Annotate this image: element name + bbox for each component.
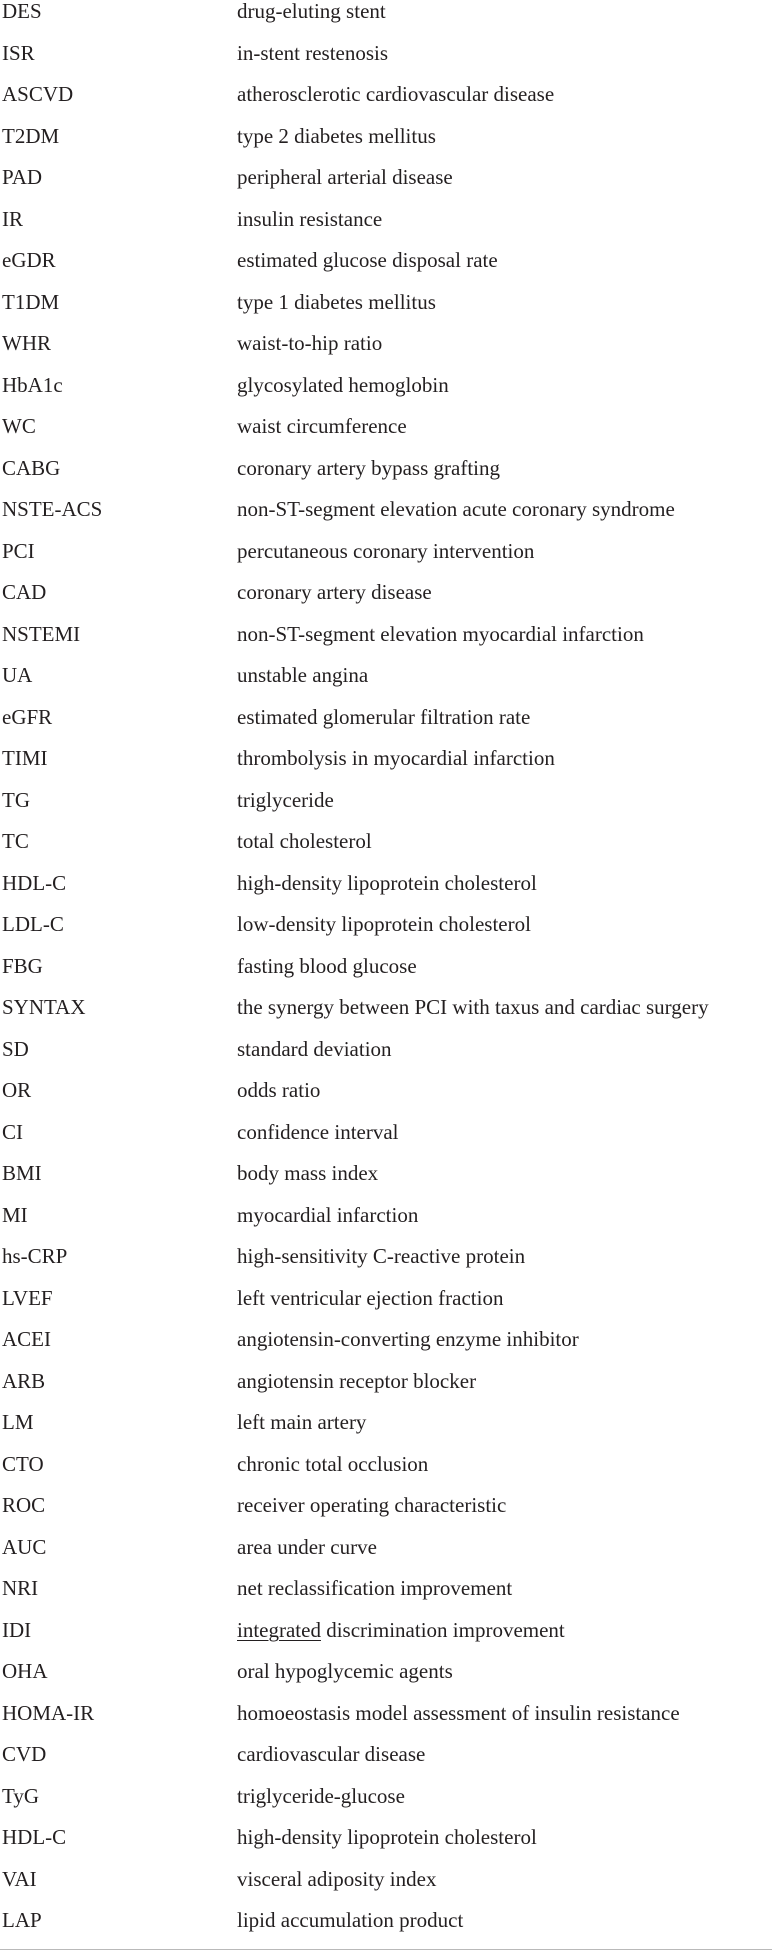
table-row (0, 1328, 772, 1370)
table-row (0, 1743, 772, 1785)
table-bottom-rule (0, 1949, 772, 1950)
abbreviation: IR (2, 206, 23, 231)
definition: type 1 diabetes mellitus (237, 289, 436, 314)
table-row (0, 1868, 772, 1910)
definition: oral hypoglycemic agents (237, 1659, 453, 1683)
abbreviation: LM (2, 1410, 34, 1434)
abbreviation: HDL-C (2, 870, 67, 895)
definition: type 2 diabetes mellitus (237, 123, 436, 148)
definition: non-ST-segment elevation acute coronary syndrome (237, 497, 675, 521)
table-row (0, 1826, 772, 1868)
table-row (0, 208, 772, 250)
abbreviation: eGDR (2, 248, 56, 272)
table-row (0, 1785, 772, 1827)
table-row (0, 1909, 772, 1951)
definition: percutaneous coronary intervention (237, 538, 535, 563)
abbreviation: TyG (2, 1783, 40, 1808)
table-row (0, 1577, 772, 1619)
abbreviation: AUC (2, 1534, 47, 1559)
abbreviation: ASCVD (2, 82, 74, 106)
abbreviation: BMI (2, 1161, 42, 1185)
abbreviation: LAP (2, 1908, 42, 1932)
abbreviation: NSTE-ACS (2, 497, 103, 521)
abbreviation: CABG (2, 455, 61, 480)
abbreviation: FBG (2, 953, 43, 978)
table-row (0, 623, 772, 665)
abbreviation: NRI (2, 1576, 39, 1600)
definition-rest: discrimination improvement (320, 1617, 565, 1642)
table-row (0, 374, 772, 416)
table-row (0, 913, 772, 955)
table-row (0, 1038, 772, 1080)
definition: angiotensin-converting enzyme inhibitor (237, 1327, 579, 1351)
definition: receiver operating characteristic (237, 1493, 507, 1517)
table-row (0, 830, 772, 872)
definition: total cholesterol (237, 829, 372, 853)
definition: confidence interval (237, 1119, 399, 1144)
definition: high-density lipoprotein cholesterol (237, 870, 537, 895)
definition: estimated glucose disposal rate (237, 248, 498, 272)
definition: thrombolysis in myocardial infarction (237, 746, 555, 770)
table-row (0, 747, 772, 789)
definition-underlined-word: integrated (237, 1617, 321, 1642)
definition: waist circumference (237, 414, 407, 438)
table-row (0, 166, 772, 208)
abbreviation: SD (2, 1036, 29, 1061)
abbreviation: WHR (2, 331, 51, 355)
table-row (0, 1245, 772, 1287)
definition: body mass index (237, 1161, 379, 1185)
definition: lipid accumulation product (237, 1908, 464, 1932)
table-row (0, 457, 772, 499)
table-row (0, 581, 772, 623)
definition: fasting blood glucose (237, 953, 417, 978)
definition: left main artery (237, 1410, 367, 1434)
definition: chronic total occlusion (237, 1451, 429, 1476)
definition: cardiovascular disease (237, 1742, 426, 1766)
abbreviation: ISR (2, 40, 35, 65)
abbreviation: TC (2, 829, 29, 853)
table-row (0, 83, 772, 125)
abbreviation: eGFR (2, 704, 53, 729)
abbreviation: T2DM (2, 123, 60, 148)
definition: left ventricular ejection fraction (237, 1285, 504, 1310)
abbreviation: UA (2, 663, 33, 687)
table-row (0, 1660, 772, 1702)
abbreviation: CAD (2, 580, 47, 604)
table-row (0, 0, 772, 42)
definition: glycosylated hemoglobin (237, 372, 449, 397)
table-row (0, 1079, 772, 1121)
table-row (0, 706, 772, 748)
definition (237, 1619, 772, 1641)
definition: waist-to-hip ratio (237, 331, 383, 355)
table-row (0, 415, 772, 457)
abbreviation: HDL-C (2, 1825, 67, 1849)
table-row (0, 872, 772, 914)
table-row (0, 498, 772, 540)
abbreviation: DES (2, 0, 42, 23)
abbreviation: LVEF (2, 1285, 53, 1310)
definition: coronary artery bypass grafting (237, 455, 500, 480)
definition: triglyceride (237, 787, 334, 812)
definition: coronary artery disease (237, 580, 432, 604)
definition: high-density lipoprotein cholesterol (237, 1825, 537, 1849)
definition: low-density lipoprotein cholesterol (237, 912, 531, 936)
table-row (0, 1204, 772, 1246)
table-row (0, 1494, 772, 1536)
definition: non-ST-segment elevation myocardial infarction (237, 621, 644, 646)
abbreviation: TG (2, 787, 30, 812)
abbreviation: NSTEMI (2, 621, 81, 646)
abbreviation: MI (2, 1202, 28, 1227)
table-row (0, 996, 772, 1038)
table-row (0, 1536, 772, 1578)
definition: visceral adiposity index (237, 1866, 437, 1891)
definition: unstable angina (237, 663, 369, 687)
definition: homoeostasis model assessment of insulin resistance (237, 1700, 680, 1725)
table-row (0, 1453, 772, 1495)
table-row (0, 540, 772, 582)
table-row (0, 1619, 772, 1661)
table-row (0, 789, 772, 831)
table-row (0, 42, 772, 84)
table-row (0, 664, 772, 706)
definition: in-stent restenosis (237, 40, 389, 65)
table-row (0, 125, 772, 167)
table-row (0, 332, 772, 374)
definition: area under curve (237, 1534, 377, 1559)
definition: standard deviation (237, 1036, 392, 1061)
abbreviation: CTO (2, 1451, 44, 1476)
abbreviation: CVD (2, 1742, 47, 1766)
abbreviation: TIMI (2, 746, 48, 770)
table-row (0, 1411, 772, 1453)
abbreviation: SYNTAX (2, 995, 86, 1019)
table-row (0, 1287, 772, 1329)
abbreviation: CI (2, 1119, 23, 1144)
abbreviation: VAI (2, 1866, 37, 1891)
table-row (0, 249, 772, 291)
abbreviation: OHA (2, 1659, 48, 1683)
definition: the synergy between PCI with taxus and cardiac surgery (237, 995, 709, 1019)
table-row (0, 1702, 772, 1744)
abbreviation: PAD (2, 165, 43, 189)
definition: angiotensin receptor blocker (237, 1368, 477, 1393)
definition: estimated glomerular filtration rate (237, 704, 531, 729)
table-row (0, 1121, 772, 1163)
abbreviation: HbA1c (2, 372, 63, 397)
definition: drug-eluting stent (237, 0, 386, 23)
definition: high-sensitivity C-reactive protein (237, 1244, 526, 1268)
definition: net reclassification improvement (237, 1576, 513, 1600)
abbreviation: HOMA-IR (2, 1700, 95, 1725)
definition: myocardial infarction (237, 1202, 419, 1227)
abbreviation: PCI (2, 538, 35, 563)
abbreviation: hs-CRP (2, 1244, 68, 1268)
definition: odds ratio (237, 1078, 321, 1102)
table-row (0, 291, 772, 333)
abbreviation: ACEI (2, 1327, 51, 1351)
definition: triglyceride-glucose (237, 1783, 405, 1808)
definition: insulin resistance (237, 206, 383, 231)
abbreviation: LDL-C (2, 912, 64, 936)
table-row (0, 1162, 772, 1204)
table-row (0, 1370, 772, 1412)
table-row (0, 955, 772, 997)
definition: atherosclerotic cardiovascular disease (237, 82, 555, 106)
abbreviation: T1DM (2, 289, 60, 314)
abbreviation: IDI (2, 1617, 32, 1642)
abbreviation: OR (2, 1078, 32, 1102)
abbreviation: ARB (2, 1368, 46, 1393)
definition: peripheral arterial disease (237, 165, 453, 189)
abbreviation: WC (2, 414, 36, 438)
abbreviation: ROC (2, 1493, 46, 1517)
